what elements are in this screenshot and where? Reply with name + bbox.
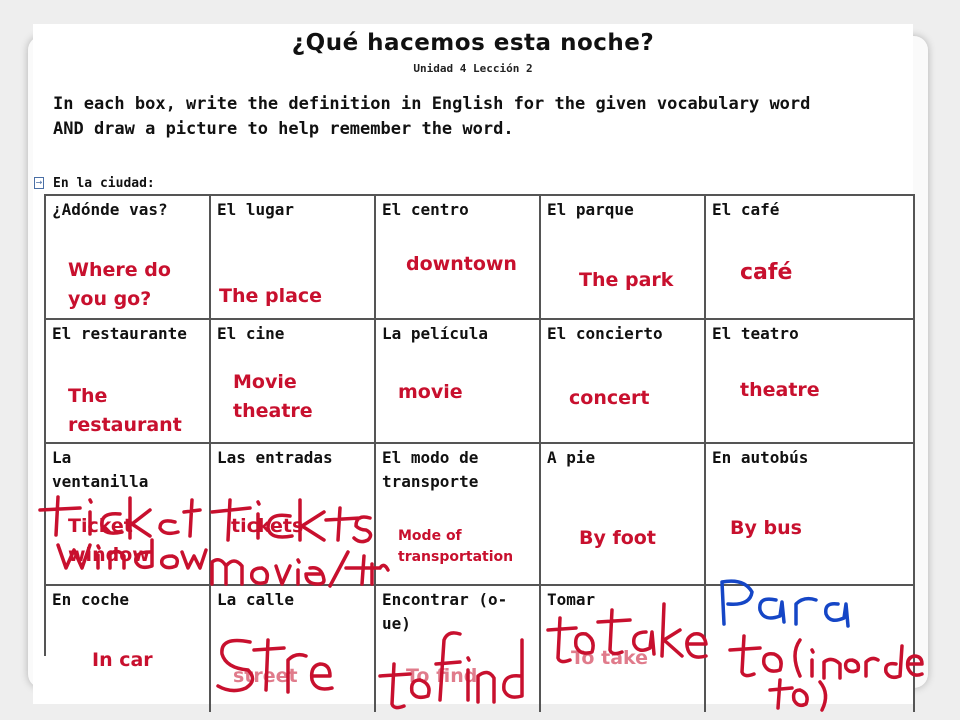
- definition-text: The place: [219, 285, 323, 307]
- definition-text: The park: [579, 269, 674, 291]
- table-cell: [706, 444, 915, 586]
- definition-text: movie: [398, 381, 463, 403]
- vocab-term: El teatro: [712, 324, 799, 343]
- definition-text: Mode of transportation: [398, 528, 514, 565]
- anchor-icon: →: [35, 178, 43, 187]
- definition-text: The restaurant: [68, 385, 182, 436]
- vocab-term: En coche: [52, 590, 130, 609]
- table-cell: [541, 444, 706, 586]
- section-heading: En la ciudad:: [53, 176, 155, 191]
- vocab-term: Encontrar (o-ue): [382, 590, 508, 633]
- table-cell: [211, 586, 376, 712]
- table-cell: [541, 196, 706, 320]
- vocab-term: El concierto: [547, 324, 663, 343]
- definition-text: To take: [571, 647, 649, 669]
- definition-text: Ticket window: [68, 515, 150, 566]
- vocab-term: La calle: [217, 590, 295, 609]
- definition-text: downtown: [406, 253, 517, 275]
- table-cell: [376, 586, 541, 712]
- vocab-term: A pie: [547, 448, 596, 467]
- table-cell: [46, 320, 211, 444]
- vocab-term: ¿Adónde vas?: [52, 200, 168, 219]
- table-cell: [706, 320, 915, 444]
- vocab-term: El modo de transporte: [382, 448, 479, 491]
- worksheet-title: ¿Qué hacemos esta noche?: [291, 30, 655, 56]
- table-cell: [211, 196, 376, 320]
- instructions-text: In each box, write the definition in English for the given vocabulary word AND draw a picture to help remember the word.: [53, 94, 811, 139]
- vocab-term: El parque: [547, 200, 634, 219]
- definition-text: By foot: [579, 527, 656, 549]
- vocab-term: El cine: [217, 324, 285, 343]
- table-cell: [376, 196, 541, 320]
- vocab-term: En autobús: [712, 448, 809, 467]
- table-cell: [46, 586, 211, 712]
- definition-text: Movie theatre: [233, 371, 313, 422]
- vocab-term: El restaurante: [52, 324, 187, 343]
- table-cell: [541, 320, 706, 444]
- table-cell: [376, 320, 541, 444]
- table-cell: [46, 196, 211, 320]
- definition-text: By bus: [730, 517, 802, 539]
- definition-text: Where do you go?: [68, 259, 171, 310]
- vocabulary-table: [44, 194, 915, 687]
- vocab-term: El centro: [382, 200, 469, 219]
- vocab-term: La película: [382, 324, 488, 343]
- table-cell: [376, 444, 541, 586]
- table-cell: [706, 196, 915, 320]
- vocab-term: Las entradas: [217, 448, 333, 467]
- definition-text: theatre: [740, 379, 820, 401]
- table-cell: [211, 320, 376, 444]
- vocab-term: El lugar: [217, 200, 295, 219]
- vocab-term: El café: [712, 200, 780, 219]
- table-cell: [211, 444, 376, 586]
- definition-text: In car: [92, 649, 153, 671]
- vocab-term: La ventanilla: [52, 448, 149, 491]
- definition-text: street: [233, 665, 298, 687]
- worksheet-subtitle: Unidad 4 Lección 2: [413, 62, 533, 75]
- definition-text: concert: [569, 387, 650, 409]
- definition-text: café: [740, 260, 793, 285]
- table-cell: [46, 444, 211, 586]
- table-cell: [706, 586, 915, 712]
- definition-text: tickets: [231, 515, 304, 537]
- definition-text: To find: [406, 665, 478, 687]
- worksheet: [33, 24, 913, 704]
- vocab-term: Tomar: [547, 590, 596, 609]
- table-cell: [541, 586, 706, 712]
